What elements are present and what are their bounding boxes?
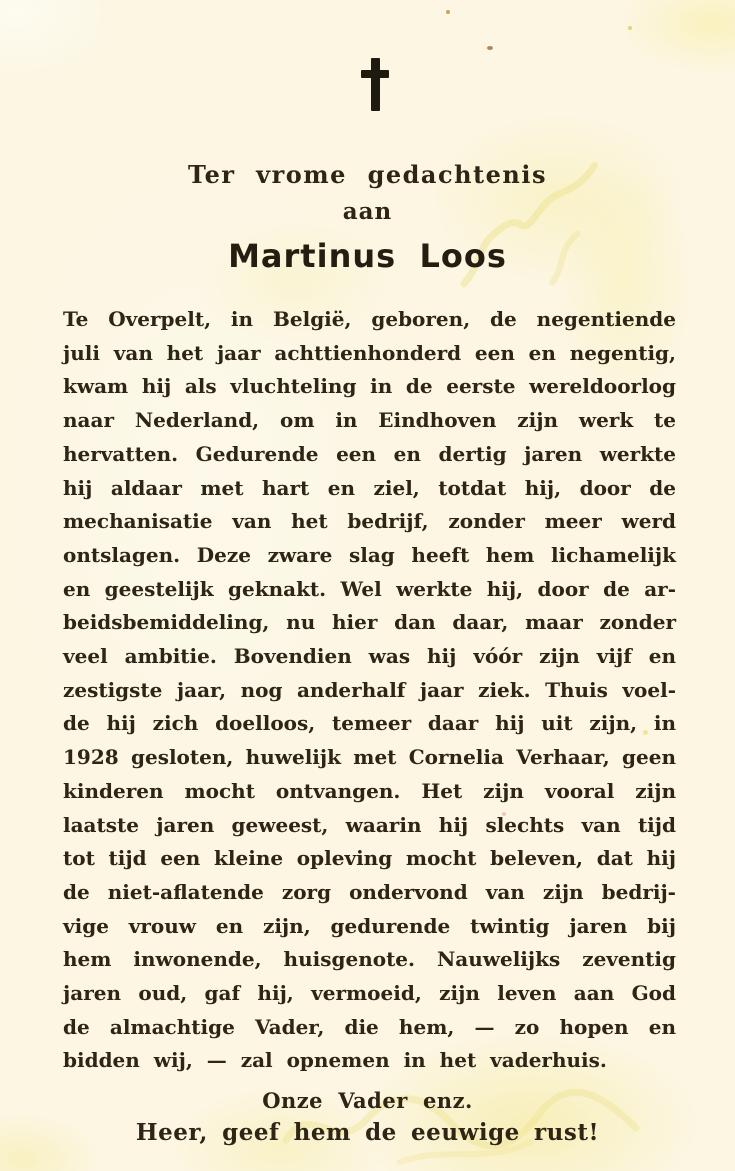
obituary-line: 1928 gesloten, huwelijk met Cornelia Verhaar, geen (63, 745, 676, 770)
memorial-header: Ter vrome gedachtenis (188, 160, 547, 189)
obituary-line: hij aldaar met hart en ziel, totdat hij, door de (63, 475, 676, 500)
obituary-line: laatste jaren geweest, waarin hij slechts van tijd (63, 812, 676, 837)
cross-horizontal-bar (361, 70, 389, 78)
obituary-line: zestigste jaar, nog anderhalf jaar ziek. Thuis voel- (63, 677, 676, 702)
obituary-line: hem inwonende, huisgenote. Nauwelijks zeventig (63, 947, 676, 972)
paper-speck (628, 26, 632, 30)
obituary-line: de niet-aflatende zorg ondervond van zijn bedrij- (63, 879, 676, 904)
obituary-line: en geestelijk geknakt. Wel werkte hij, door de ar- (63, 576, 676, 601)
memorial-preposition: aan (342, 198, 393, 225)
obituary-line: jaren oud, gaf hij, vermoeid, zijn leven aan God (63, 981, 676, 1006)
obituary-line: juli van het jaar achttienhonderd een en negentig, (63, 340, 676, 365)
paper-speck (446, 10, 450, 14)
prayer-reference-line: Onze Vader enz. (262, 1088, 473, 1113)
cross-icon (361, 58, 389, 111)
obituary-line: Te Overpelt, in België, geboren, de negentiende (63, 307, 676, 331)
obituary-line: tot tijd een kleine opleving mocht beleven, dat hij (63, 846, 676, 871)
ink-bleed-mark-bottom (280, 1068, 650, 1168)
closing-prayer-line: Heer, geef hem de eeuwige rust! (135, 1119, 600, 1146)
obituary-line: de hij zich doelloos, temeer daar hij uit zijn, in (63, 711, 676, 736)
obituary-line: mechanisatie van het bedrijf, zonder meer werd (63, 509, 676, 534)
cross-vertical-bar (371, 58, 380, 111)
obituary-line: vige vrouw en zijn, gedurende twintig jaren bij (63, 913, 676, 938)
obituary-line: beidsbemiddeling, nu hier dan daar, maar zonder (63, 610, 676, 635)
obituary-line: de almachtige Vader, die hem, — zo hopen en (63, 1014, 676, 1039)
obituary-line: veel ambitie. Bovendien was hij vóór zijn vijf en (63, 644, 676, 669)
deceased-name: Martinus Loos (228, 237, 507, 275)
obituary-line: ontslagen. Deze zware slag heeft hem lichamelijk (63, 542, 676, 567)
paper-speck (487, 46, 493, 50)
obituary-line: hervatten. Gedurende een en dertig jaren werkte (63, 441, 676, 466)
obituary-line: kwam hij als vluchteling in de eerste wereldoorlog (63, 374, 676, 399)
obituary-line: naar Nederland, om in Eindhoven zijn werk te (63, 408, 676, 433)
obituary-body (63, 303, 676, 1078)
obituary-line: bidden wij, — zal opnemen in het vaderhuis. (63, 1048, 607, 1073)
obituary-line: kinderen mocht ontvangen. Het zijn vooral zijn (63, 778, 676, 803)
